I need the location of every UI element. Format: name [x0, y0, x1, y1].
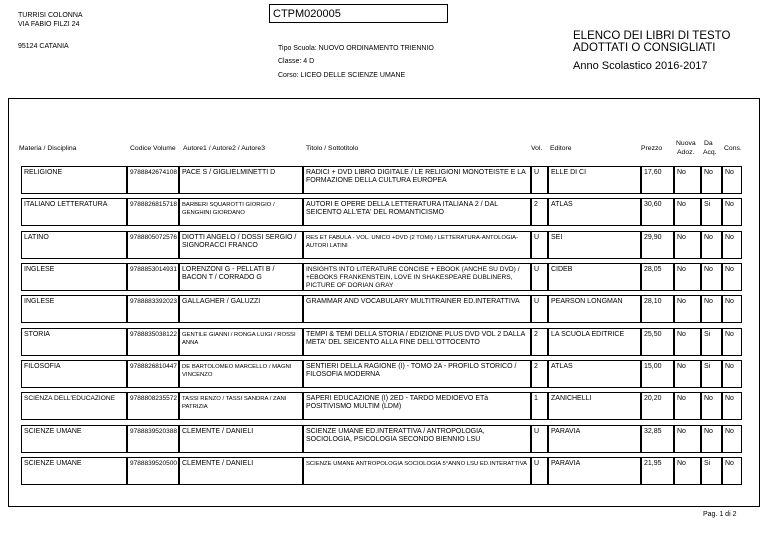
- row-nuova: No: [674, 231, 701, 259]
- row-editore: LA SCUOLA EDITRICE: [548, 328, 641, 356]
- row-prezzo: 21,95: [641, 457, 674, 485]
- row-autori: DE BARTOLOMEO MARCELLO / MAGNI VINCENZO: [179, 360, 303, 388]
- row-materia: STORIA: [21, 328, 127, 356]
- row-vol: 2: [531, 360, 548, 388]
- row-nuova: No: [674, 295, 701, 323]
- row-codice: 9788835038122: [127, 328, 179, 356]
- row-prezzo: 25,50: [641, 328, 674, 356]
- row-vol: U: [531, 295, 548, 323]
- row-cons: No: [722, 392, 742, 420]
- row-titolo: RADICI + DVD LIBRO DIGITALE / LE RELIGIONI MONOTEISTE E LA FORMAZIONE DELLA CULTURA EUROPEA: [303, 166, 531, 194]
- row-cons: No: [722, 295, 742, 323]
- school-city: 95124 CATANIA: [18, 43, 69, 50]
- row-titolo: SCIENZE UMANE ANTROPOLOGIA SOCIOLOGIA 5°ANNO LSU ED.INTERATTIVA: [303, 457, 531, 485]
- row-nuova: No: [674, 328, 701, 356]
- row-autori: BARBERI SQUAROTTI GIORGIO / GENGHINI GIORDANO: [179, 198, 303, 226]
- row-materia: ITALIANO LETTERATURA: [21, 198, 127, 226]
- row-cons: No: [722, 457, 742, 485]
- row-codice: 9788883392023: [127, 295, 179, 323]
- row-autori: TASSI RENZO / TASSI SANDRA / ZANI PATRIZIA: [179, 392, 303, 420]
- row-materia: INGLESE: [21, 263, 127, 291]
- row-titolo: RES ET FABULA - VOL. UNICO +DVD (2 TOMI) / LETTERATURA-ANTOLOGIA-AUTORI LATINI: [303, 231, 531, 259]
- heading-line-2: ADOTTATI O CONSIGLIATI: [573, 42, 716, 54]
- col-editore: Editore: [550, 145, 572, 152]
- row-materia: SCIENZE UMANE: [21, 425, 127, 453]
- table-row: [17, 166, 753, 194]
- row-codice: 9788842674108: [127, 166, 179, 194]
- row-da: Si: [701, 198, 722, 226]
- row-cons: No: [722, 425, 742, 453]
- row-vol: U: [531, 166, 548, 194]
- row-autori: CLEMENTE / DANIELI: [179, 457, 303, 485]
- col-codice: Codice Volume: [130, 145, 176, 152]
- row-da: No: [701, 166, 722, 194]
- row-vol: 1: [531, 392, 548, 420]
- row-cons: No: [722, 166, 742, 194]
- col-cons: Cons.: [724, 145, 742, 152]
- row-nuova: No: [674, 425, 701, 453]
- row-titolo: TEMPI & TEMI DELLA STORIA / EDIZIONE PLUS DVD VOL 2 DALLA META' DEL SEICENTO ALLA FINE DELL'OTTOCENTO: [303, 328, 531, 356]
- row-cons: No: [722, 328, 742, 356]
- row-vol: U: [531, 425, 548, 453]
- row-codice: 9788805072576: [127, 231, 179, 259]
- col-da-2: Acq.: [703, 149, 717, 156]
- row-editore: PARAVIA: [548, 425, 641, 453]
- row-prezzo: 20,20: [641, 392, 674, 420]
- row-materia: SCIENZE UMANE: [21, 457, 127, 485]
- row-nuova: No: [674, 263, 701, 291]
- row-nuova: No: [674, 457, 701, 485]
- row-prezzo: 29,90: [641, 231, 674, 259]
- row-editore: ATLAS: [548, 198, 641, 226]
- row-autori: LORENZONI G - PELLATI B / BACON T / CORRADO G: [179, 263, 303, 291]
- row-da: No: [701, 295, 722, 323]
- table-row: [17, 198, 753, 226]
- row-nuova: No: [674, 360, 701, 388]
- table-row: [17, 328, 753, 356]
- row-codice: 9788839520388: [127, 425, 179, 453]
- school-code: CTPM020005: [269, 4, 448, 23]
- row-editore: PEARSON LONGMAN: [548, 295, 641, 323]
- row-materia: LATINO: [21, 231, 127, 259]
- row-titolo: GRAMMAR AND VOCABULARY MULTITRAINER ED.INTERATTIVA: [303, 295, 531, 323]
- school-address: [18, 11, 83, 51]
- row-codice: 9788839520500: [127, 457, 179, 485]
- school-name: TURRISI COLONNA: [18, 12, 83, 19]
- page-number: Pag. 1 di 2: [703, 511, 737, 518]
- table-row: [17, 392, 753, 420]
- classe: Classe: 4 D: [278, 58, 315, 65]
- col-titolo: Titolo / Sottotitolo: [306, 145, 359, 152]
- school-street: VIA FABIO FILZI 24: [18, 21, 80, 28]
- row-editore: ELLE DI CI: [548, 166, 641, 194]
- row-nuova: No: [674, 166, 701, 194]
- row-materia: FILOSOFIA: [21, 360, 127, 388]
- row-prezzo: 15,00: [641, 360, 674, 388]
- row-nuova: No: [674, 198, 701, 226]
- row-materia: SCIENZA DELL'EDUCAZIONE: [21, 392, 127, 420]
- row-autori: DIOTTI ANGELO / DOSSI SERGIO / SIGNORACCI FRANCO: [179, 231, 303, 259]
- row-titolo: SENTIERI DELLA RAGIONE (I) - TOMO 2A - PROFILO STORICO / FILOSOFIA MODERNA: [303, 360, 531, 388]
- col-autori: Autore1 / Autore2 / Autore3: [183, 145, 265, 152]
- row-vol: U: [531, 263, 548, 291]
- row-prezzo: 28,05: [641, 263, 674, 291]
- row-prezzo: 30,60: [641, 198, 674, 226]
- row-autori: GENTILE GIANNI / RONGA LUIGI / ROSSI ANNA: [179, 328, 303, 356]
- table-row: [17, 231, 753, 259]
- row-cons: No: [722, 231, 742, 259]
- row-da: Si: [701, 360, 722, 388]
- row-da: Si: [701, 328, 722, 356]
- table-row: [17, 457, 753, 485]
- row-prezzo: 17,60: [641, 166, 674, 194]
- row-da: No: [701, 425, 722, 453]
- row-prezzo: 32,85: [641, 425, 674, 453]
- row-da: No: [701, 231, 722, 259]
- col-materia: Materia / Disciplina: [19, 145, 77, 152]
- row-codice: 9788853014931: [127, 263, 179, 291]
- row-editore: CIDEB: [548, 263, 641, 291]
- col-nuova-1: Nuova: [676, 140, 696, 147]
- row-autori: CLEMENTE / DANIELI: [179, 425, 303, 453]
- document-heading: [573, 30, 730, 73]
- row-vol: 2: [531, 328, 548, 356]
- row-editore: SEI: [548, 231, 641, 259]
- row-titolo: SAPERI EDUCAZIONE (I) 2ED - TARDO MEDIOEVO ETà POSITIVISMO MULTIM (LDM): [303, 392, 531, 420]
- row-da: Si: [701, 457, 722, 485]
- col-vol: Vol.: [531, 145, 543, 152]
- row-titolo: AUTORI E OPERE DELLA LETTERATURA ITALIANA 2 / DAL SEICENTO ALL'ETA' DEL ROMANTICISMO: [303, 198, 531, 226]
- row-da: No: [701, 392, 722, 420]
- row-autori: PACE S / GIGLIELMINETTI D: [179, 166, 303, 194]
- row-codice: 9788808235572: [127, 392, 179, 420]
- row-cons: No: [722, 198, 742, 226]
- row-codice: 9788826810447: [127, 360, 179, 388]
- row-cons: No: [722, 360, 742, 388]
- row-codice: 9788826815718: [127, 198, 179, 226]
- row-editore: ATLAS: [548, 360, 641, 388]
- corso: Corso: LICEO DELLE SCIENZE UMANE: [278, 72, 406, 79]
- row-vol: 2: [531, 198, 548, 226]
- table-row: [17, 360, 753, 388]
- tipo-scuola: Tipo Scuola: NUOVO ORDINAMENTO TRIENNIO: [278, 45, 434, 52]
- row-nuova: No: [674, 392, 701, 420]
- col-nuova-2: Adoz.: [677, 149, 695, 156]
- heading-line-1: ELENCO DEI LIBRI DI TESTO: [573, 30, 731, 42]
- row-titolo: INSIGHTS INTO LITERATURE CONCISE + EBOOK (ANCHE SU DVD) / +EBOOKS FRANKENSTEIN, LOVE IN SHAKESPEARE DUBLINERS, PICTURE OF DORIAN GRAY: [303, 263, 531, 291]
- col-da-1: Da: [704, 140, 713, 147]
- row-materia: RELIGIONE: [21, 166, 127, 194]
- table-row: [17, 425, 753, 453]
- row-cons: No: [722, 263, 742, 291]
- row-editore: ZANICHELLI: [548, 392, 641, 420]
- row-da: No: [701, 263, 722, 291]
- row-titolo: SCIENZE UMANE ED.INTERATTIVA / ANTROPOLOGIA, SOCIOLOGIA, PSICOLOGIA SECONDO BIENNIO LSU: [303, 425, 531, 453]
- school-year: Anno Scolastico 2016-2017: [573, 60, 708, 72]
- row-vol: U: [531, 231, 548, 259]
- row-vol: U: [531, 457, 548, 485]
- row-autori: GALLAGHER / GALUZZI: [179, 295, 303, 323]
- row-materia: INGLESE: [21, 295, 127, 323]
- table-row: [17, 263, 753, 291]
- table-row: [17, 295, 753, 323]
- row-editore: PARAVIA: [548, 457, 641, 485]
- col-prezzo: Prezzo: [641, 145, 663, 152]
- row-prezzo: 28,10: [641, 295, 674, 323]
